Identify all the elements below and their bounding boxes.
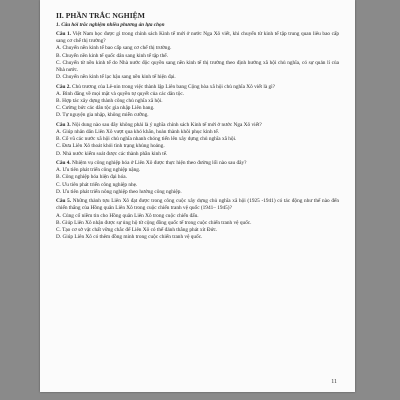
answer-option: B. Công nghiệp hóa hiện đại hóa.	[56, 174, 127, 181]
question-label: Câu 2.	[56, 83, 71, 90]
question-body: Những thành tựu Liên Xô đạt được trong công cuộc xây dựng chủ nghĩa xã hội (1925 -1941) có tác động như thế nào đến chiến thắng của Hồng quân Liên Xô trong cuộc chiến tranh vệ quốc (1941– 1945)?	[56, 198, 340, 212]
question-body: Nội dung nào sau đây không phải là ý nghĩa chính sách Kinh tế mới ở nước Nga Xô viết?	[72, 121, 262, 128]
answer-option: A. Củng cố niềm tin cho Hồng quân Liên Xô trong cuộc chiến đấu.	[56, 212, 199, 219]
answer-option: D. Giúp Liên Xô có thêm đồng minh trong cuộc chiến tranh vệ quốc.	[56, 234, 203, 241]
question-body: Chủ trương của Lê-nin trong việc thành lập Liên bang Cộng hòa xã hội chủ nghĩa Xô viết là gì?	[72, 83, 275, 90]
answer-option: A. Ưu tiên phát triển công nghiệp nặng.	[56, 167, 141, 174]
question-label: Câu 3.	[56, 121, 71, 128]
page-number: 11	[331, 379, 337, 385]
question-block	[56, 31, 339, 81]
answer-option: D. Chuyển nền kinh tế lạc hậu sang nền kinh tế hiện đại.	[56, 74, 176, 81]
question-label: Câu 4.	[56, 160, 71, 167]
answer-option: A. Chuyển nền kinh tế bao cấp sang cơ chế thị trường.	[56, 45, 172, 52]
question-block	[56, 160, 339, 196]
answer-option: B. Giúp Liên Xô nhận được sự ủng hộ từ cộng đồng quốc tế trong cuộc chiến tranh vệ quốc.	[56, 219, 252, 226]
question-body: Nhiệm vụ công nghiệp hóa ở Liên Xô được thực hiện theo đường lối nào sau đây?	[72, 160, 247, 167]
answer-option: D. Tự nguyện gia nhập, không miễn cưỡng.	[56, 112, 149, 119]
answer-option: C. Tạo cơ sở vật chất vững chắc để Liên Xô có thể đánh thắng phát xít Đức.	[56, 227, 218, 234]
question-label: Câu 1.	[56, 31, 71, 37]
answer-option: C. Cường bức các dân tộc gia nhập Liên bang.	[56, 105, 155, 112]
question-block	[56, 84, 339, 120]
question-text	[56, 198, 339, 212]
answer-option: A. Bình đẳng về mọi mặt và quyền tự quyết của các dân tộc.	[56, 90, 185, 97]
answer-option: A. Giúp nhân dân Liên Xô vượt qua khó khăn, hoàn thành khôi phục kinh tế.	[56, 129, 220, 136]
question-block	[56, 122, 339, 158]
answer-option: D. Ưu tiên phát triển nông nghiệp theo hướng công nghiệp.	[56, 188, 182, 195]
answer-option: C. Đưa Liên Xô thoát khỏi tình trạng khủng hoảng.	[56, 143, 165, 150]
section-subtitle: 1. Câu hỏi trắc nghiệm nhiều phương án lựa chọn	[56, 22, 165, 28]
question-label: Câu 5.	[56, 198, 72, 205]
page-content	[56, 11, 339, 244]
answer-option: B. Cổ vũ các nước xã hội chủ nghĩa nhanh chóng tiến lên xây dựng chủ nghĩa xã hội.	[56, 136, 237, 143]
question-list	[56, 31, 339, 241]
question-body: Việt Nam học được gì trong chính sách Kinh tế mới ở nước Nga Xô viết, khi chuyển từ kinh tế tập trung quan liêu bao cấp sang cơ chế thị trường?	[56, 31, 339, 45]
answer-option: C. Chuyển từ nền kinh tế do Nhà nước độc quyền sang nền kinh tế thị trường theo định hướng xã hội chủ nghĩa, có sự quản lí của Nhà nước.	[56, 59, 339, 74]
answer-option: B. Hợp tác xây dựng thành công chủ nghĩa xã hội.	[56, 98, 163, 105]
section-title: II. PHẦN TRẮC NGHIỆM	[56, 11, 145, 20]
question-text	[56, 84, 339, 91]
question-text	[56, 122, 339, 129]
question-text	[56, 31, 339, 45]
answer-option: D. Nhà nước kiểm soát được các thành phần kinh tế.	[56, 150, 168, 157]
document-page	[40, 0, 355, 392]
answer-option: B. Chuyển nền kinh tế quốc dân sang kinh tế tập thể.	[56, 52, 168, 59]
question-block	[56, 198, 339, 241]
answer-option: C. Ưu tiên phát triển công nghiệp nhẹ.	[56, 181, 138, 188]
